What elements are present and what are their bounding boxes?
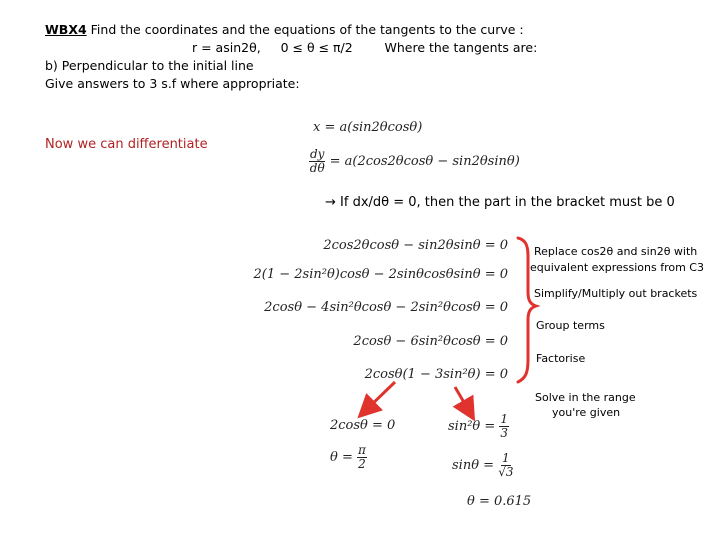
left-branch-eq1: 2cosθ = 0 — [330, 418, 396, 433]
note-factorise: Factorise — [536, 352, 586, 365]
step-3: 2cosθ − 4sin²θcosθ − 2sin²θcosθ = 0 — [264, 300, 508, 315]
problem-code: WBX4 — [45, 22, 87, 37]
note-simplify: Simplify/Multiply out brackets — [534, 287, 698, 300]
header-line-4: Give answers to 3 s.f where appropriate: — [45, 76, 300, 91]
left-branch-numerator: π — [358, 443, 366, 457]
x-equation-lhs: x — [313, 120, 321, 135]
step-1: 2cos2θcosθ − sin2θsinθ = 0 — [323, 238, 508, 253]
header-line-2: r = asin2θ, 0 ≤ θ ≤ π/2 Where the tangents are: — [192, 40, 538, 55]
right-branch-eq1-denominator: 3 — [500, 426, 509, 440]
right-branch-eq2-numerator: 1 — [502, 451, 510, 465]
step-5: 2cosθ(1 − 3sin²θ) = 0 — [364, 367, 508, 382]
condition-text: → If dx/dθ = 0, then the part in the bracket must be 0 — [325, 195, 675, 210]
x-equation-rhs: a(sin2θcosθ) — [339, 120, 423, 135]
step-2: 2(1 − 2sin²θ)cosθ − 2sinθcosθsinθ = 0 — [253, 267, 508, 282]
note-solve-2: you're given — [552, 406, 621, 419]
note-group: Group terms — [536, 319, 605, 332]
note-replace-2: equivalent expressions from C3 — [530, 261, 704, 274]
curly-brace-icon — [518, 238, 536, 382]
note-solve-1: Solve in the range — [535, 391, 636, 404]
derivative-denominator: dθ — [309, 161, 325, 175]
x-equation: x = a(sin2θcosθ) — [313, 120, 423, 135]
left-branch-denominator: 2 — [358, 457, 366, 471]
left-branch-eq2-lhs: θ = — [330, 450, 353, 465]
derivative-numerator: dy — [310, 147, 325, 161]
left-arrow-icon — [366, 382, 395, 410]
note-replace-1: Replace cos2θ and sin2θ with — [534, 245, 698, 258]
right-branch-eq2-lhs: sinθ = — [452, 458, 495, 473]
derivative-equation: $\frac{dy}{d\theta}$ = a(2cos2θcosθ − sin2θsinθ) — [309, 147, 520, 175]
header-line-3: b) Perpendicular to the initial line — [45, 58, 254, 73]
intro-text: Now we can differentiate — [45, 137, 208, 152]
right-branch-eq3: θ = 0.615 — [467, 494, 532, 509]
right-branch-eq2-denominator: √3 — [498, 465, 514, 479]
right-branch-eq1-lhs: sin²θ = — [448, 419, 496, 434]
derivative-rhs: a(2cos2θcosθ − sin2θsinθ) — [344, 154, 520, 169]
problem-statement: Find the coordinates and the equations of the tangents to the curve : — [90, 22, 524, 37]
right-branch-eq1-numerator: 1 — [500, 412, 509, 426]
step-4: 2cosθ − 6sin²θcosθ = 0 — [353, 334, 508, 349]
right-arrow-icon — [455, 387, 469, 411]
